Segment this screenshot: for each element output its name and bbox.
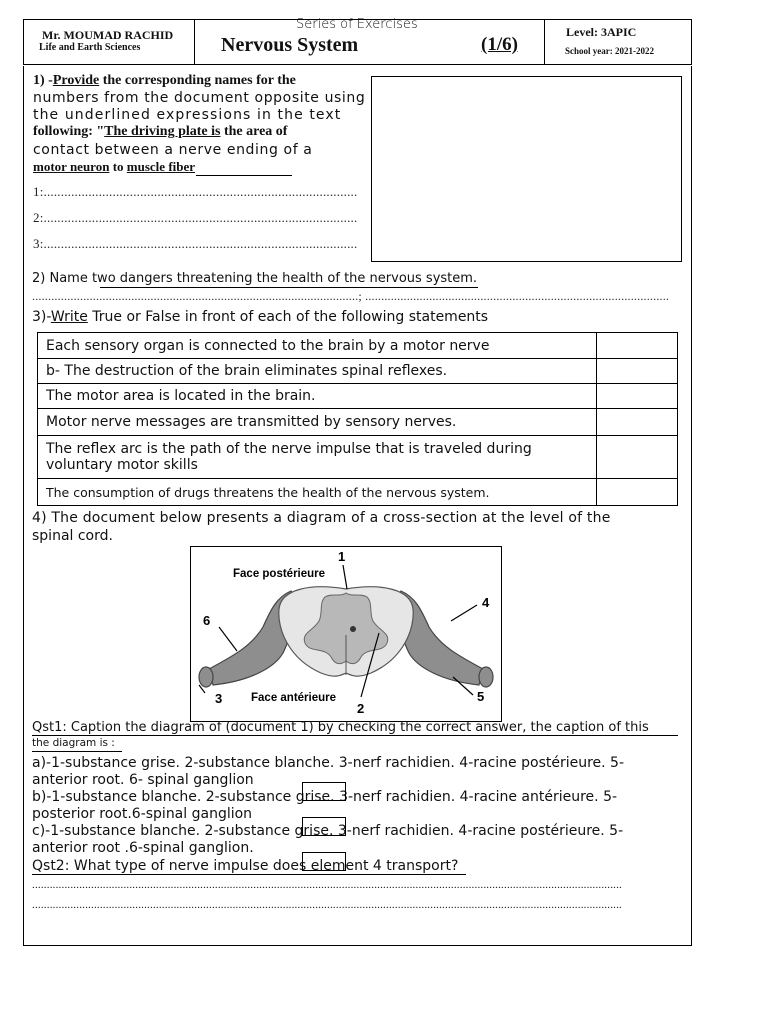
q1-number: 1) - (33, 73, 53, 88)
answer-checkbox-b[interactable] (302, 782, 346, 801)
q3-keyword-write: Write (50, 309, 88, 325)
statement-cell: The consumption of drugs threatens the health of the nervous system. (38, 479, 597, 506)
spinal-cord-cross-section (191, 547, 501, 721)
q1-keyword-driving-plate: The driving plate is (104, 124, 221, 139)
q3-intro (32, 309, 488, 325)
pointer-4 (451, 605, 477, 621)
document-image-placeholder (371, 76, 682, 262)
central-canal (350, 626, 356, 632)
qst2-answer-line-2[interactable]: ........................................................................................................................................................................................................ (32, 899, 622, 911)
q1-text: the corresponding names for the (99, 73, 296, 88)
true-false-table (37, 332, 678, 506)
answer-cell[interactable] (597, 436, 678, 479)
table-row (38, 384, 678, 409)
q1-line-2: numbers from the document opposite using (33, 90, 366, 106)
q1-text: to (109, 159, 127, 174)
qst1-underline (32, 735, 678, 736)
page-title: Nervous System (221, 34, 359, 56)
q1-answer-3[interactable]: 3:........................................................................................... (33, 236, 358, 251)
table-row (38, 333, 678, 359)
right-nerve-end (479, 667, 493, 687)
page-number: (1/6) (481, 34, 518, 55)
answer-cell[interactable] (597, 333, 678, 359)
school-year: School year: 2021-2022 (565, 46, 654, 56)
q1-line-6 (33, 159, 195, 175)
q3-number: 3)- (32, 309, 51, 325)
q2-question: 2) Name two dangers threatening the health of the nervous system. (32, 271, 478, 286)
q1-keyword-motor-neuron: motor neuron (33, 159, 110, 174)
answer-cell[interactable] (597, 479, 678, 506)
pointer-6 (219, 627, 237, 651)
series-title: Series of Exercises (296, 17, 418, 32)
q1-text: following: " (33, 124, 105, 139)
qst2-underline (32, 874, 466, 875)
qst2-question: Qst2: What type of nerve impulse does element 4 transport? (32, 858, 459, 874)
statement-cell: b- The destruction of the brain eliminates spinal reflexes. (38, 359, 597, 384)
number-2: 2 (357, 701, 365, 716)
q2-answer-line[interactable]: ......................................................................................................; ............................................................................................... (32, 289, 670, 303)
pointer-1 (343, 565, 347, 589)
answer-cell[interactable] (597, 409, 678, 436)
q1-underline (196, 175, 292, 176)
q1-keyword-muscle-fiber: muscle fiber (126, 159, 196, 174)
qst1-line-1: Qst1: Caption the diagram of (document 1) by checking the correct answer, the caption of this (32, 720, 649, 735)
number-3: 3 (215, 691, 223, 706)
q3-text: True or False in front of each of the following statements (87, 309, 489, 325)
table-row (38, 409, 678, 436)
posterior-face-label: Face postérieure (233, 568, 326, 580)
number-6: 6 (203, 613, 211, 628)
q1-answer-2[interactable]: 2:........................................................................................... (33, 210, 358, 225)
q1-text: the area of (220, 124, 288, 139)
option-b-line-1: b)-1-substance blanche. 2-substance grise. 3-nerf rachidien. 4-racine antérieure. 5- (32, 789, 618, 805)
qst1-line-2: the diagram is : (32, 737, 115, 749)
subject-name: Life and Earth Sciences (39, 42, 141, 53)
statement-cell: The reflex arc is the path of the nerve impulse that is traveled during voluntary motor skills (38, 436, 597, 479)
answer-checkbox-c[interactable] (302, 817, 346, 836)
q1-line-3: the underlined expressions in the text (33, 107, 342, 123)
statement-cell: The motor area is located in the brain. (38, 384, 597, 409)
table-row (38, 479, 678, 506)
qst1-underline-2 (32, 751, 122, 752)
option-b-line-2: posterior root.6-spinal ganglion (32, 806, 253, 822)
option-c-line-2: anterior root .6-spinal ganglion. (32, 840, 254, 856)
number-4: 4 (482, 595, 490, 610)
spinal-cord-diagram (190, 546, 502, 722)
q2-underline (100, 287, 478, 288)
number-5: 5 (477, 689, 485, 704)
q1-answer-1[interactable]: 1:........................................................................................... (33, 184, 358, 199)
left-nerve-end (199, 667, 213, 687)
q4-intro-line-1: 4) The document below presents a diagram of a cross-section at the level of the (32, 510, 611, 526)
option-a-line-1: a)-1-substance grise. 2-substance blanche. 3-nerf rachidien. 4-racine postérieure. 5- (32, 755, 625, 771)
number-1: 1 (338, 549, 346, 564)
level-label: Level: 3APIC (566, 25, 637, 39)
q1-line-1 (33, 73, 296, 89)
anterior-face-label: Face antérieure (251, 692, 337, 704)
q1-keyword-provide: Provide (52, 73, 100, 88)
answer-cell[interactable] (597, 384, 678, 409)
option-c-line-1: c)-1-substance blanche. 2-substance grise. 3-nerf rachidien. 4-racine postérieure. 5- (32, 823, 624, 839)
table-row (38, 436, 678, 479)
header-divider (544, 20, 545, 64)
option-a-line-2: anterior root. 6- spinal ganglion (32, 772, 254, 788)
q1-line-4 (33, 124, 287, 140)
statement-cell: Each sensory organ is connected to the brain by a motor nerve (38, 333, 597, 359)
q4-intro-line-2: spinal cord. (32, 528, 113, 544)
header-divider (194, 20, 195, 64)
answer-cell[interactable] (597, 359, 678, 384)
statement-cell: Motor nerve messages are transmitted by sensory nerves. (38, 409, 597, 436)
teacher-name: Mr. MOUMAD RACHID (42, 28, 174, 42)
table-row (38, 359, 678, 384)
q1-line-5: contact between a nerve ending of a (33, 142, 313, 158)
qst2-answer-line-1[interactable]: ........................................................................................................................................................................................................ (32, 879, 622, 891)
